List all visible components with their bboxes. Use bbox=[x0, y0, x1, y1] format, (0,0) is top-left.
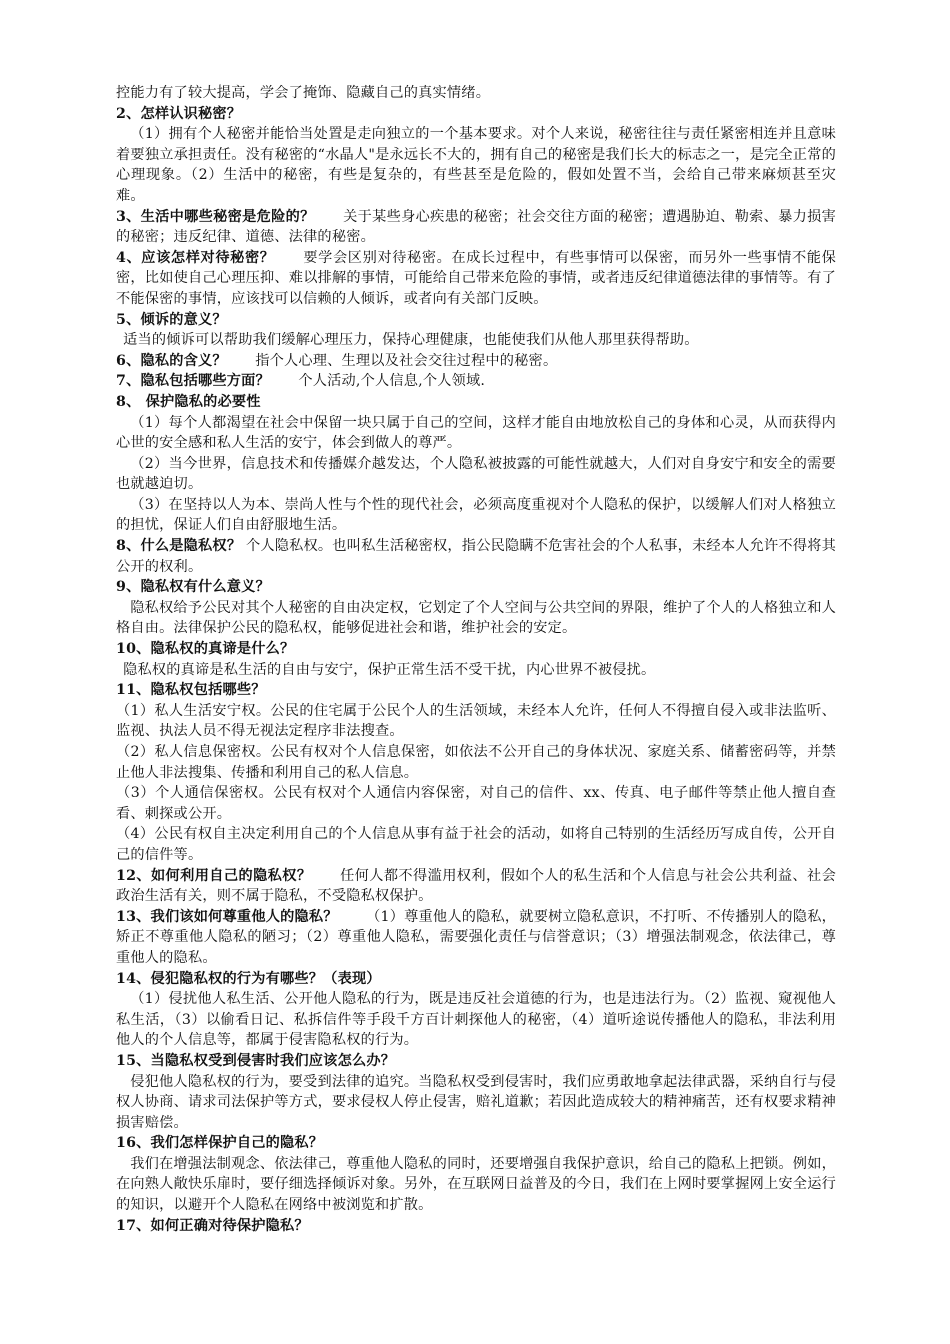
answer-paragraph: 侵犯他人隐私权的行为，要受到法律的追究。当隐私权受到侵害时，我们应勇敢地拿起法律武器，采纳自行与侵权人协商、请求司法保护等方式，要求侵权人停止侵害，赔礼道歉；若因此造成较大的精神痛苦，还有权要求精神损害赔偿。 bbox=[116, 1073, 836, 1131]
answer-paragraph: 隐私权的真谛是私生活的自由与安宁，保护正常生活不受干扰，内心世界不被侵扰。 bbox=[123, 661, 656, 678]
question-heading: 8、什么是隐私权？ bbox=[116, 538, 242, 555]
question-heading: 8、 保护隐私的必要性 bbox=[116, 393, 261, 410]
answer-paragraph: （3）在坚持以人为本、崇尚人性与个性的现代社会，必须高度重视对个人隐私的保护，以缓解人们对人格独立的担忧，保证人们自由舒服地生活。 bbox=[116, 496, 836, 534]
answer-paragraph: （4）公民有权自主决定利用自己的个人信息从事有益于社会的活动，如将自己特别的生活经历写成自传，公开自己的信件等。 bbox=[116, 826, 836, 863]
answer-text: 关于某些身心疾患的秘密；社会交往方面的秘密；遭遇胁迫、勒索、暴力损害的秘密；违反纪律、道德、法律的秘密。 bbox=[116, 208, 836, 246]
question-heading: 17、如何正确对待保护隐私？ bbox=[116, 1217, 309, 1234]
question-heading: 7、隐私包括哪些方面？ bbox=[116, 373, 270, 390]
question-heading: 4、应该怎样对待秘密？ bbox=[116, 249, 275, 266]
answer-paragraph: （1）每个人都渴望在社会中保留一块只属于自己的空间，这样才能自由地放松自己的身体和心灵，从而获得内心世的安全感和私人生活的安宁，体会到做人的尊严。 bbox=[116, 414, 836, 452]
question-heading: 3、生活中哪些秘密是危险的？ bbox=[116, 208, 315, 225]
answer-paragraph: （1）拥有个人秘密并能恰当处置是走向独立的一个基本要求。对个人来说，秘密往往与责任紧密相连并且意味着要独立承担责任。没有秘密的“水晶人"是永远长不大的，拥有自己的秘密是我们长大的标志之一，是完全正常的心理现象。（2）生活中的秘密，有些是复杂的，有些甚至是危险的，假如处置不当，会给自己带来麻烦甚至灾难。 bbox=[116, 126, 836, 204]
question-heading: 9、隐私权有什么意义？ bbox=[116, 579, 270, 596]
answer-text: 任何人都不得滥用权利，假如个人的私生活和个人信息与社会公共利益、社会政治生活有关，则不属于隐私，不受隐私权保护。 bbox=[116, 867, 836, 905]
question-heading: 13、我们该如何尊重他人的隐私？ bbox=[116, 908, 338, 925]
qa-paragraph bbox=[116, 371, 836, 392]
answer-text: （1）尊重他人的隐私，就要树立隐私意识，不打听、不传播别人的隐私，矫正不尊重他人隐私的陋习；（2）尊重他人隐私，需要强化责任与信誉意识；（3）增强法制观念，依法律己，尊重他人的隐私。 bbox=[116, 908, 836, 966]
question-heading: 11、隐私权包括哪些？ bbox=[116, 682, 266, 699]
question-heading: 10、隐私权的真谛是什么？ bbox=[116, 641, 295, 658]
document-page bbox=[116, 83, 836, 1236]
answer-paragraph: （3）个人通信保密权。公民有权对个人通信内容保密，对自己的信件、xx、传真、电子邮件等禁止他人擅自查看、刺探或公开。 bbox=[116, 785, 836, 822]
qa-paragraph bbox=[116, 248, 836, 310]
question-heading: 6、隐私的含义？ bbox=[116, 352, 227, 369]
answer-text: 个人活动,个人信息,个人领域. bbox=[298, 373, 486, 390]
question-heading: 2、怎样认识秘密？ bbox=[116, 105, 242, 122]
question-heading: 14、侵犯隐私权的行为有哪些？（表现） bbox=[116, 970, 381, 987]
answer-paragraph: 适当的倾诉可以帮助我们缓解心理压力，保持心理健康，也能使我们从他人那里获得帮助。 bbox=[123, 332, 699, 349]
paragraph: 控能力有了较大提高，学会了掩饰、隐藏自己的真实情绪。 bbox=[116, 85, 491, 101]
question-heading: 16、我们怎样保护自己的隐私？ bbox=[116, 1135, 324, 1152]
answer-paragraph: （1）侵扰他人私生活、公开他人隐私的行为，既是违反社会道德的行为，也是违法行为。（2）监视、窥视他人私生活，（3）以偷看日记、私拆信件等手段千方百计刺探他人的秘密，（4）道听途说传播他人的隐私，非法利用他人的个人信息等，都属于侵害隐私权的行为。 bbox=[116, 991, 836, 1049]
question-heading: 15、当隐私权受到侵害时我们应该怎么办？ bbox=[116, 1052, 396, 1069]
question-heading: 12、如何利用自己的隐私权？ bbox=[116, 867, 312, 884]
answer-paragraph: （2）私人信息保密权。公民有权对个人信息保密，如依法不公开自己的身体状况、家庭关系、储蓄密码等，并禁止他人非法搜集、传播和利用自己的私人信息。 bbox=[116, 744, 836, 781]
answer-paragraph: 我们在增强法制观念、依法律己，尊重他人隐私的同时，还要增强自我保护意识，给自己的隐私上把锁。例如，在向熟人敞快乐扉时，要仔细选择倾诉对象。另外，在互联网日益普及的今日，我们在上网时要掌握网上安全运行的知识，以避开个人隐私在网络中被浏览和扩散。 bbox=[116, 1155, 836, 1214]
answer-text: 要学会区别对待秘密。在成长过程中，有些事情可以保密，而另外一些事情不能保密，比如使自己心理压抑、难以排解的事情，可能给自己带来危险的事情，或者违反纪律道德法律的事情等。有了不能保密的事情，应该找可以信赖的人倾诉，或者向有关部门反映。 bbox=[116, 249, 836, 307]
question-heading: 5、倾诉的意义？ bbox=[116, 311, 227, 328]
answer-paragraph: 隐私权给予公民对其个人秘密的自由决定权，它划定了个人空间与公共空间的界限，维护了个人的人格独立和人格自由。法律保护公民的隐私权，能够促进社会和谐，维护社会的安定。 bbox=[116, 599, 836, 637]
qa-paragraph bbox=[116, 907, 836, 969]
qa-paragraph bbox=[116, 866, 836, 907]
qa-paragraph bbox=[116, 536, 836, 577]
answer-paragraph: （1）私人生活安宁权。公民的住宅属于公民个人的生活领域，未经本人允许，任何人不得擅自侵入或非法监听、监视、执法人员不得无视法定程序非法搜查。 bbox=[116, 702, 836, 740]
qa-paragraph bbox=[116, 351, 836, 372]
answer-text: 个人隐私权。也叫私生活秘密权，指公民隐瞒不危害社会的个人私事，未经本人允许不得将其公开的权利。 bbox=[116, 538, 836, 575]
qa-paragraph bbox=[116, 207, 836, 248]
answer-text: 指个人心理、生理以及社会交往过程中的秘密。 bbox=[255, 352, 558, 369]
answer-paragraph: （2）当今世界，信息技术和传播媒介越发达，个人隐私被披露的可能性就越大，人们对自身安宁和安全的需要也就越迫切。 bbox=[116, 455, 836, 493]
